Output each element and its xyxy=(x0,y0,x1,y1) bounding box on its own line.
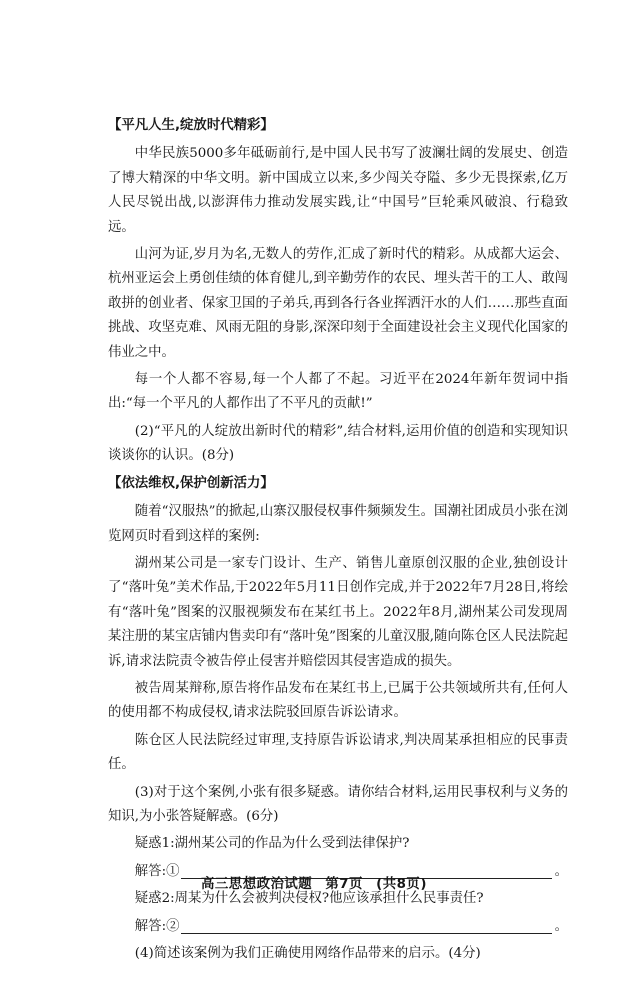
answer-2-label: 解答:② xyxy=(134,918,180,934)
answer-line-2 xyxy=(108,915,568,939)
case-paragraph-3: 陈仓区人民法院经过审理,支持原告诉讼请求,判决周某承担相应的民事责任。 xyxy=(108,732,568,773)
answer-1-label: 解答:① xyxy=(134,863,180,879)
question-3: (3)对于这个案例,小张有很多疑惑。请你结合材料,运用民事权利与义务的知识,为小张答疑解惑。(6分) xyxy=(108,784,568,824)
footer-title: 高三思想政治试题 xyxy=(201,877,313,892)
page-footer xyxy=(0,873,628,892)
footer-page-number: 第7页 xyxy=(325,877,363,892)
section2-heading: 【依法维权,保护创新活力】 xyxy=(108,475,274,491)
section1-heading: 【平凡人生,绽放时代精彩】 xyxy=(108,118,274,133)
case-paragraph-1: 湖州某公司是一家专门设计、生产、销售儿童原创汉服的企业,独创设计了“落叶兔”美术作品,于2022年5月11日创作完成,并于2022年7月28日,将绘有“落叶兔”图案的汉服视频发布在某红书上。2022年8月,湖州某公司发现周某注册的某宝店铺内售卖印有“落叶兔”图案的儿童汉服,随向陈仓区人民法院起诉,请求法院责令被告停止侵害并赔偿因其侵害造成的损失。 xyxy=(108,555,568,669)
section2-paragraph-1: 随着“汉服热”的掀起,山寨汉服侵权事件频频发生。国潮社团成员小张在浏览网页时看到这样的案例: xyxy=(108,504,568,544)
section1-paragraph-2: 山河为证,岁月为名,无数人的劳作,汇成了新时代的精彩。从成都大运会、杭州亚运会上勇创佳绩的体育健儿,到辛勤劳作的农民、埋头苦干的工人、敢闯敢拼的创业者、保家卫国的子弟兵,再到各行各业挥洒汗水的人们……那些直面挑战、攻坚克难、风雨无阻的身影,深深印刻于全面建设社会主义现代化国家的伟业之中。 xyxy=(108,247,568,360)
page-content xyxy=(108,114,568,966)
question-4: (4)简述该案例为我们正确使用网络作品带来的启示。(4分) xyxy=(134,946,481,961)
answer-1-end: 。 xyxy=(554,863,568,879)
case-paragraph-2: 被告周某辩称,原告将作品发布在某红书上,已属于公共领域所共有,任何人的使用都不构成侵权,请求法院驳回原告诉讼请求。 xyxy=(108,680,568,721)
question-2: (2)“平凡的人绽放出新时代的精彩”,结合材料,运用价值的创造和实现知识谈谈你的认识。(8分) xyxy=(108,423,568,464)
answer-2-blank[interactable] xyxy=(181,917,551,934)
doubt-2: 疑惑2:周某为什么会被判决侵权?他应该承担什么民事责任? xyxy=(134,891,484,907)
footer-total-pages: (共8页) xyxy=(376,877,427,892)
section1-paragraph-3: 每一个人都不容易,每一个人都了不起。习近平在2024年新年贺词中指出:“每一个平凡的人都作出了不平凡的贡献!” xyxy=(108,372,568,412)
doubt-1: 疑惑1:湖州某公司的作品为什么受到法律保护? xyxy=(134,836,410,852)
answer-2-end: 。 xyxy=(554,918,568,934)
section1-paragraph-1: 中华民族5000多年砥砺前行,是中国人民书写了波澜壮阔的发展史、创造了博大精深的中华文明。新中国成立以来,多少闯关夺隘、多少无畏探索,亿万人民尽锐出战,以澎湃伟力推动发展实践,让“中国号”巨轮乘风破浪、行稳致远。 xyxy=(108,146,568,235)
